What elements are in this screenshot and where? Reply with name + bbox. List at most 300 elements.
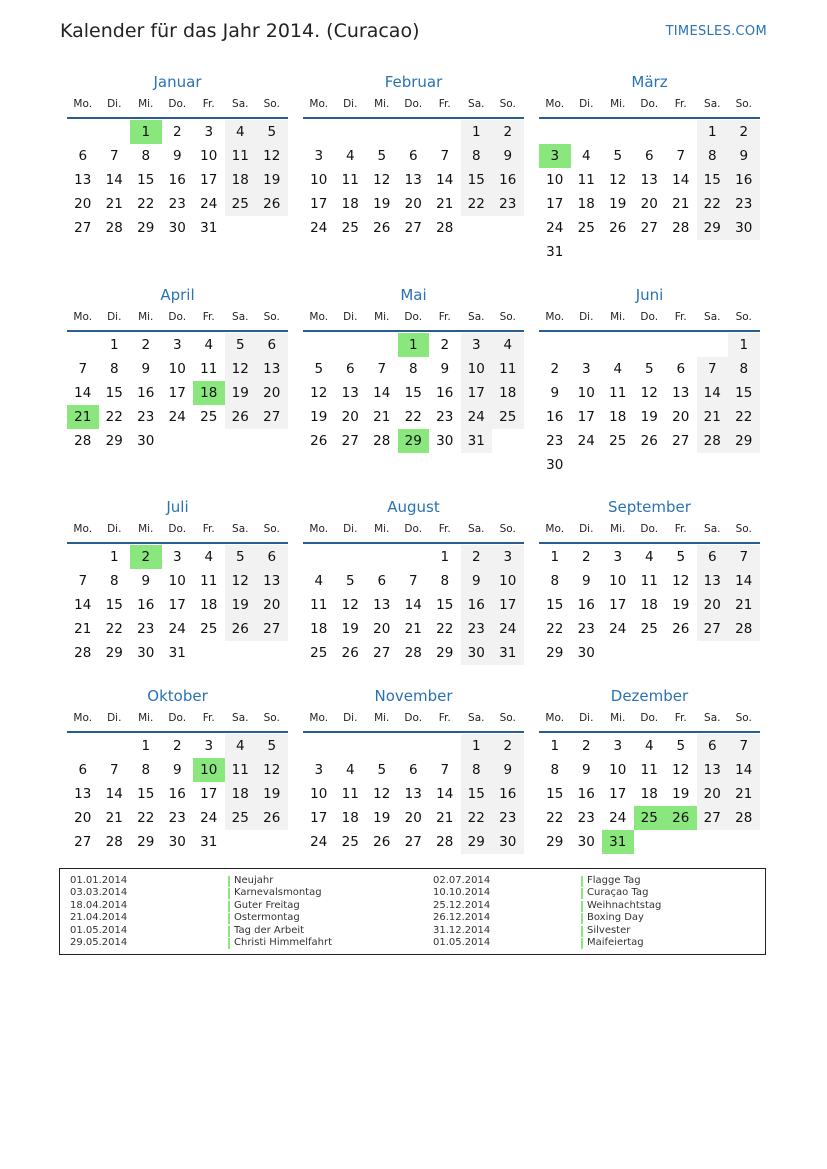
day-cell: 20 (341, 409, 359, 425)
day-cell: 13 (256, 357, 288, 381)
day-cell: 1 (109, 549, 119, 565)
holiday-marker (228, 926, 230, 937)
day-cell: 15 (546, 786, 564, 802)
day-cell: 2 (141, 337, 151, 353)
holiday-name: Weihnachtstag (587, 899, 662, 911)
day-cell: 13 (404, 172, 422, 188)
holiday-marker (581, 938, 583, 949)
day-cell: 27 (404, 220, 422, 236)
weekday-label: Sa. (232, 523, 249, 535)
weekday-label: Sa. (468, 712, 485, 724)
holiday-day-cell: 29 (398, 429, 430, 453)
day-cell: 9 (492, 144, 524, 168)
day-cell: 17 (310, 810, 328, 826)
day-cell: 25 (225, 806, 257, 830)
empty-cell (398, 734, 430, 758)
day-cell: 18 (609, 409, 627, 425)
day-cell: 25 (609, 433, 627, 449)
day-cell: 29 (697, 216, 729, 240)
day-cell: 19 (373, 810, 391, 826)
empty-cell (366, 734, 398, 758)
day-cell: 27 (256, 405, 288, 429)
day-cell: 13 (341, 385, 359, 401)
holiday-day-cell: 3 (539, 144, 571, 168)
day-cell: 7 (109, 762, 119, 778)
day-cell: 12 (609, 172, 627, 188)
month-block (303, 283, 524, 453)
empty-cell (303, 120, 335, 144)
day-grid (539, 120, 760, 264)
day-cell: 17 (609, 786, 627, 802)
day-cell: 25 (640, 621, 658, 637)
legend-row (70, 887, 400, 899)
weekday-label: Mi. (374, 712, 390, 724)
month-block (303, 684, 524, 854)
day-cell: 1 (550, 549, 560, 565)
day-cell: 6 (345, 361, 355, 377)
weekday-label: Di. (107, 523, 122, 535)
day-cell: 26 (256, 192, 288, 216)
legend-row (70, 900, 400, 912)
weekday-label: Fr. (202, 98, 215, 110)
day-cell: 17 (577, 409, 595, 425)
day-cell: 1 (550, 738, 560, 754)
day-cell: 13 (256, 569, 288, 593)
day-cell: 6 (256, 545, 288, 569)
day-cell: 16 (461, 593, 493, 617)
day-cell: 18 (310, 621, 328, 637)
day-cell: 22 (404, 409, 422, 425)
weekday-label: Fr. (674, 712, 687, 724)
empty-cell (67, 545, 99, 569)
day-cell: 4 (644, 549, 654, 565)
day-cell: 16 (137, 385, 155, 401)
weekday-label: Fr. (202, 311, 215, 323)
day-cell: 11 (225, 758, 257, 782)
day-cell: 22 (697, 192, 729, 216)
day-cell: 20 (697, 593, 729, 617)
day-cell: 28 (74, 645, 92, 661)
weekday-label: Di. (343, 311, 358, 323)
weekday-label: Fr. (202, 712, 215, 724)
day-cell: 30 (168, 220, 186, 236)
empty-cell (303, 333, 335, 357)
weekday-label: Di. (579, 98, 594, 110)
day-cell: 17 (168, 597, 186, 613)
day-cell: 2 (728, 120, 760, 144)
day-cell: 2 (492, 120, 524, 144)
day-cell: 5 (613, 148, 623, 164)
weekday-header (67, 708, 288, 733)
weekday-label: Di. (579, 712, 594, 724)
holiday-day-cell: 18 (193, 381, 225, 405)
day-cell: 28 (105, 834, 123, 850)
month-block (539, 283, 760, 477)
day-cell: 28 (74, 433, 92, 449)
day-cell: 6 (644, 148, 654, 164)
day-cell: 24 (609, 621, 627, 637)
day-cell: 8 (550, 762, 560, 778)
day-cell: 19 (373, 196, 391, 212)
day-cell: 17 (200, 786, 218, 802)
day-cell: 21 (728, 782, 760, 806)
weekday-label: Sa. (232, 712, 249, 724)
month-name: Juli (166, 498, 189, 516)
day-cell: 14 (728, 758, 760, 782)
weekday-label: Sa. (704, 311, 721, 323)
day-cell: 16 (728, 168, 760, 192)
day-cell: 30 (728, 216, 760, 240)
day-cell: 23 (168, 810, 186, 826)
month-name: Mai (400, 286, 427, 304)
day-cell: 5 (314, 361, 324, 377)
day-cell: 3 (314, 148, 324, 164)
day-cell: 26 (256, 806, 288, 830)
day-cell: 8 (109, 361, 119, 377)
day-cell: 20 (404, 196, 422, 212)
day-cell: 2 (461, 545, 493, 569)
legend-row (433, 875, 763, 887)
day-cell: 15 (728, 381, 760, 405)
weekday-label: Mo. (545, 523, 565, 535)
day-cell: 18 (640, 597, 658, 613)
weekday-label: Mo. (309, 712, 329, 724)
day-cell: 5 (225, 545, 257, 569)
holiday-day-cell: 1 (130, 120, 162, 144)
empty-cell (539, 120, 571, 144)
day-grid (303, 734, 524, 854)
day-cell: 15 (137, 172, 155, 188)
day-cell: 14 (105, 172, 123, 188)
day-cell: 30 (137, 433, 155, 449)
day-cell: 28 (436, 220, 454, 236)
day-cell: 2 (581, 738, 591, 754)
day-cell: 10 (546, 172, 564, 188)
weekday-label: Do. (404, 523, 423, 535)
day-cell: 29 (137, 220, 155, 236)
empty-cell (366, 545, 398, 569)
day-cell: 25 (200, 621, 218, 637)
day-cell: 6 (256, 333, 288, 357)
day-cell: 14 (436, 172, 454, 188)
weekday-label: Sa. (704, 98, 721, 110)
day-cell: 14 (728, 569, 760, 593)
day-cell: 31 (546, 244, 564, 260)
day-cell: 18 (225, 782, 257, 806)
day-cell: 20 (256, 381, 288, 405)
day-cell: 11 (640, 762, 658, 778)
legend-row (70, 912, 400, 924)
day-cell: 20 (697, 782, 729, 806)
weekday-label: Mi. (610, 523, 626, 535)
day-cell: 16 (546, 409, 564, 425)
weekday-label: Sa. (704, 712, 721, 724)
day-cell: 4 (225, 120, 257, 144)
weekday-label: So. (263, 523, 280, 535)
day-cell: 9 (550, 385, 560, 401)
day-grid (303, 120, 524, 240)
day-cell: 7 (728, 545, 760, 569)
weekday-label: So. (499, 712, 516, 724)
day-cell: 14 (74, 597, 92, 613)
weekday-label: Mo. (73, 98, 93, 110)
day-cell: 5 (676, 549, 686, 565)
empty-cell (303, 545, 335, 569)
day-cell: 3 (613, 549, 623, 565)
day-cell: 8 (728, 357, 760, 381)
holiday-date: 01.05.2014 (433, 937, 491, 948)
day-cell: 7 (377, 361, 387, 377)
empty-cell (335, 120, 367, 144)
day-cell: 6 (676, 361, 686, 377)
day-cell: 23 (137, 621, 155, 637)
day-cell: 10 (168, 361, 186, 377)
holiday-date: 29.05.2014 (70, 937, 128, 948)
day-cell: 26 (310, 433, 328, 449)
day-cell: 16 (577, 597, 595, 613)
day-cell: 19 (225, 593, 257, 617)
day-cell: 22 (137, 810, 155, 826)
day-cell: 1 (461, 734, 493, 758)
weekday-label: Mo. (545, 311, 565, 323)
day-cell: 2 (172, 124, 182, 140)
weekday-label: Di. (343, 98, 358, 110)
weekday-label: So. (735, 311, 752, 323)
day-cell: 5 (644, 361, 654, 377)
empty-cell (697, 333, 729, 357)
weekday-label: Do. (640, 98, 659, 110)
day-cell: 28 (672, 220, 690, 236)
empty-cell (335, 734, 367, 758)
day-cell: 15 (137, 786, 155, 802)
day-cell: 15 (697, 168, 729, 192)
day-cell: 25 (577, 220, 595, 236)
day-cell: 16 (137, 597, 155, 613)
day-cell: 21 (404, 621, 422, 637)
day-cell: 19 (225, 381, 257, 405)
day-cell: 1 (697, 120, 729, 144)
day-cell: 6 (377, 573, 387, 589)
empty-cell (429, 734, 461, 758)
day-grid (539, 333, 760, 477)
weekday-header (67, 94, 288, 119)
day-cell: 4 (314, 573, 324, 589)
empty-cell (99, 120, 131, 144)
day-cell: 10 (200, 148, 218, 164)
day-cell: 15 (461, 168, 493, 192)
holiday-day-cell: 25 (634, 806, 666, 830)
holiday-marker (581, 876, 583, 887)
day-cell: 14 (672, 172, 690, 188)
day-cell: 22 (105, 409, 123, 425)
day-cell: 24 (310, 220, 328, 236)
weekday-label: Mi. (138, 712, 154, 724)
weekday-label: So. (499, 98, 516, 110)
day-cell: 22 (461, 806, 493, 830)
day-cell: 3 (204, 738, 214, 754)
weekday-label: Mo. (545, 98, 565, 110)
day-cell: 30 (168, 834, 186, 850)
day-cell: 30 (546, 457, 564, 473)
day-cell: 2 (492, 734, 524, 758)
empty-cell (398, 120, 430, 144)
day-cell: 26 (225, 405, 257, 429)
day-cell: 18 (341, 810, 359, 826)
day-cell: 27 (341, 433, 359, 449)
day-cell: 18 (640, 786, 658, 802)
day-cell: 11 (341, 172, 359, 188)
weekday-label: Di. (343, 712, 358, 724)
day-cell: 23 (728, 192, 760, 216)
day-cell: 8 (461, 144, 493, 168)
weekday-label: Sa. (468, 98, 485, 110)
holiday-date: 18.04.2014 (70, 899, 128, 911)
holiday-name: Ostermontag (234, 912, 300, 924)
day-cell: 3 (581, 361, 591, 377)
day-cell: 25 (310, 645, 328, 661)
day-cell: 7 (440, 148, 450, 164)
day-cell: 27 (640, 220, 658, 236)
day-cell: 30 (461, 641, 493, 665)
holiday-name: Flagge Tag (587, 875, 641, 886)
day-cell: 24 (310, 834, 328, 850)
day-cell: 28 (105, 220, 123, 236)
day-cell: 26 (341, 645, 359, 661)
month-block (303, 495, 524, 665)
day-cell: 12 (640, 385, 658, 401)
day-cell: 3 (172, 337, 182, 353)
day-cell: 27 (697, 617, 729, 641)
day-cell: 25 (341, 834, 359, 850)
day-cell: 6 (408, 762, 418, 778)
holiday-day-cell: 1 (398, 333, 430, 357)
holiday-name: Christi Himmelfahrt (234, 937, 333, 948)
day-grid (67, 545, 288, 665)
weekday-label: Mi. (374, 523, 390, 535)
day-cell: 29 (546, 834, 564, 850)
weekday-header (539, 94, 760, 119)
empty-cell (571, 120, 603, 144)
weekday-label: Di. (579, 523, 594, 535)
day-cell: 6 (697, 545, 729, 569)
day-cell: 20 (672, 409, 690, 425)
day-cell: 27 (74, 220, 92, 236)
holiday-marker (228, 938, 230, 949)
day-cell: 23 (577, 810, 595, 826)
day-cell: 1 (728, 333, 760, 357)
day-cell: 19 (672, 597, 690, 613)
weekday-label: Mo. (545, 712, 565, 724)
holiday-day-cell: 10 (193, 758, 225, 782)
day-cell: 23 (168, 196, 186, 212)
empty-cell (335, 545, 367, 569)
holiday-date: 26.12.2014 (433, 912, 491, 924)
day-cell: 12 (373, 786, 391, 802)
day-cell: 4 (225, 734, 257, 758)
weekday-label: Do. (168, 311, 187, 323)
day-cell: 17 (609, 597, 627, 613)
weekday-label: Fr. (202, 523, 215, 535)
holiday-date: 31.12.2014 (433, 924, 491, 936)
day-cell: 5 (345, 573, 355, 589)
weekday-label: Mo. (73, 311, 93, 323)
day-cell: 29 (137, 834, 155, 850)
day-cell: 15 (404, 385, 422, 401)
day-cell: 24 (200, 810, 218, 826)
legend-row (70, 937, 400, 949)
day-cell: 10 (310, 786, 328, 802)
day-cell: 8 (141, 762, 151, 778)
day-cell: 10 (577, 385, 595, 401)
day-cell: 16 (577, 786, 595, 802)
month-name: Dezember (610, 687, 689, 705)
day-cell: 2 (172, 738, 182, 754)
day-cell: 28 (728, 806, 760, 830)
weekday-header (539, 519, 760, 544)
day-cell: 13 (697, 758, 729, 782)
holiday-marker (228, 876, 230, 887)
day-cell: 11 (200, 573, 218, 589)
day-cell: 15 (105, 385, 123, 401)
holiday-name: Boxing Day (587, 912, 644, 924)
day-cell: 24 (168, 409, 186, 425)
day-cell: 20 (74, 810, 92, 826)
day-cell: 9 (141, 573, 151, 589)
legend-row (433, 937, 763, 949)
day-cell: 28 (728, 617, 760, 641)
day-cell: 12 (672, 762, 690, 778)
site-link[interactable]: TIMESLES.COM (665, 24, 767, 39)
day-cell: 9 (581, 573, 591, 589)
day-cell: 1 (141, 738, 151, 754)
day-cell: 16 (436, 385, 454, 401)
day-cell: 22 (436, 621, 454, 637)
weekday-label: Di. (107, 311, 122, 323)
day-cell: 27 (404, 834, 422, 850)
month-name: Februar (384, 73, 443, 91)
weekday-label: Fr. (674, 523, 687, 535)
day-cell: 11 (609, 385, 627, 401)
day-cell: 13 (373, 597, 391, 613)
day-cell: 16 (492, 168, 524, 192)
day-cell: 17 (546, 196, 564, 212)
weekday-label: Sa. (468, 523, 485, 535)
day-cell: 3 (204, 124, 214, 140)
day-grid (67, 333, 288, 453)
day-cell: 17 (168, 385, 186, 401)
holiday-marker (581, 926, 583, 937)
day-cell: 4 (492, 333, 524, 357)
day-grid (539, 545, 760, 665)
day-cell: 29 (461, 830, 493, 854)
day-cell: 21 (105, 196, 123, 212)
day-cell: 10 (461, 357, 493, 381)
weekday-label: Mi. (610, 98, 626, 110)
day-cell: 2 (550, 361, 560, 377)
holiday-name: Curaçao Tag (587, 887, 649, 899)
day-cell: 22 (546, 621, 564, 637)
day-cell: 28 (404, 645, 422, 661)
day-cell: 11 (310, 597, 328, 613)
day-cell: 6 (78, 148, 88, 164)
day-cell: 8 (440, 573, 450, 589)
day-cell: 30 (436, 433, 454, 449)
day-cell: 4 (204, 337, 214, 353)
day-cell: 5 (377, 148, 387, 164)
day-cell: 23 (546, 433, 564, 449)
month-block (67, 684, 288, 854)
day-cell: 25 (200, 409, 218, 425)
